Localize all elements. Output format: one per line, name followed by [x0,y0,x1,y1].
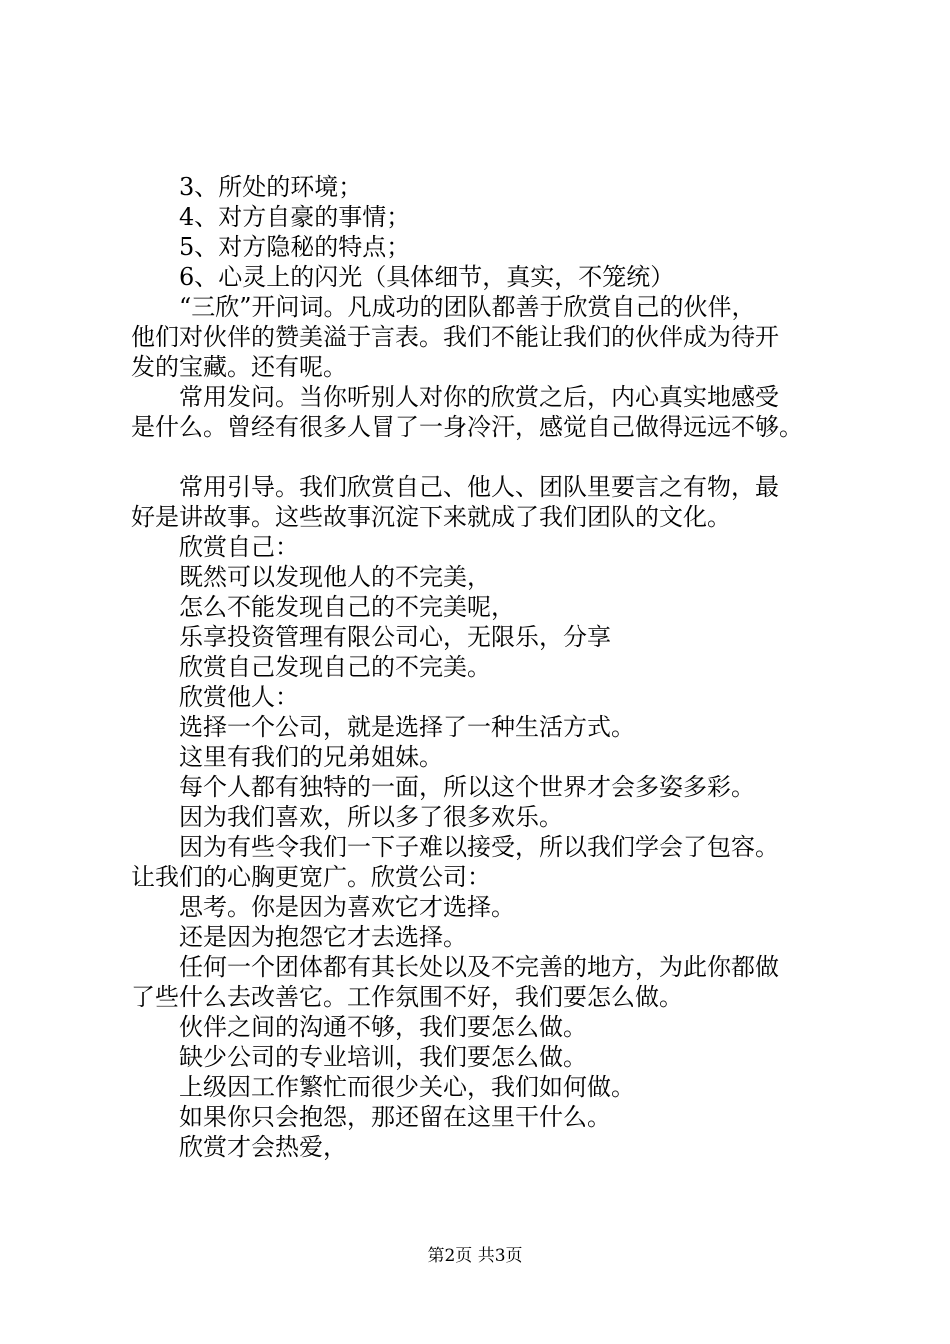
list-item-proud-things: 4、对方自豪的事情； [179,203,411,231]
paragraph-line: 是什么。曾经有很多人冒了一身冷汗，感觉自己做得远远不够。 [131,413,803,441]
paragraph-line: 怎么不能发现自己的不完美呢， [179,593,515,621]
paragraph-line: 思考。你是因为喜欢它才选择。 [179,893,515,921]
paragraph-line: 任何一个团体都有其长处以及不完善的地方，为此你都做 [179,953,779,981]
paragraph-line: 这里有我们的兄弟姐妹。 [179,743,443,771]
page-number-footer: 第2页 共3页 [427,1246,523,1266]
paragraph-line: “三欣”开问词。凡成功的团队都善于欣赏自己的伙伴， [179,293,756,321]
paragraph-line: 让我们的心胸更宽广。欣赏公司： [131,863,491,891]
paragraph-line: 如果你只会抱怨，那还留在这里干什么。 [179,1103,611,1131]
paragraph-line: 因为有些令我们一下子难以接受，所以我们学会了包容。 [179,833,779,861]
paragraph-line: 每个人都有独特的一面，所以这个世界才会多姿多彩。 [179,773,755,801]
list-item-environment: 3、所处的环境； [179,173,363,201]
paragraph-line: 上级因工作繁忙而很少关心，我们如何做。 [179,1073,635,1101]
paragraph-line: 还是因为抱怨它才去选择。 [179,923,467,951]
paragraph-line: 选择一个公司，就是选择了一种生活方式。 [179,713,635,741]
paragraph-line: 了些什么去改善它。工作氛围不好，我们要怎么做。 [131,983,683,1011]
paragraph-line: 伙伴之间的沟通不够，我们要怎么做。 [179,1013,587,1041]
paragraph-line: 常用发问。当你听别人对你的欣赏之后，内心真实地感受 [179,383,779,411]
document-body [131,172,831,1162]
paragraph-line: 好是讲故事。这些故事沉淀下来就成了我们团队的文化。 [131,503,731,531]
paragraph-line: 因为我们喜欢，所以多了很多欢乐。 [179,803,563,831]
paragraph-line: 发的宝藏。还有呢。 [131,353,347,381]
section-heading-appreciate-others: 欣赏他人： [179,683,299,711]
section-heading-appreciate-self: 欣赏自己： [179,533,299,561]
paragraph-line: 常用引导。我们欣赏自己、他人、团队里要言之有物，最 [179,473,779,501]
paragraph-line: 缺少公司的专业培训，我们要怎么做。 [179,1043,587,1071]
list-item-hidden-traits: 5、对方隐秘的特点； [179,233,411,261]
list-item-spiritual-flash: 6、心灵上的闪光（具体细节，真实，不笼统） [179,263,675,291]
paragraph-line: 既然可以发现他人的不完美， [179,563,491,591]
paragraph-line: 欣赏自己发现自己的不完美。 [179,653,491,681]
paragraph-line: 欣赏才会热爱， [179,1133,347,1161]
paragraph-line: 乐享投资管理有限公司心，无限乐，分享 [179,623,611,651]
blank-line [131,442,831,472]
paragraph-line: 他们对伙伴的赞美溢于言表。我们不能让我们的伙伴成为待开 [131,323,779,351]
